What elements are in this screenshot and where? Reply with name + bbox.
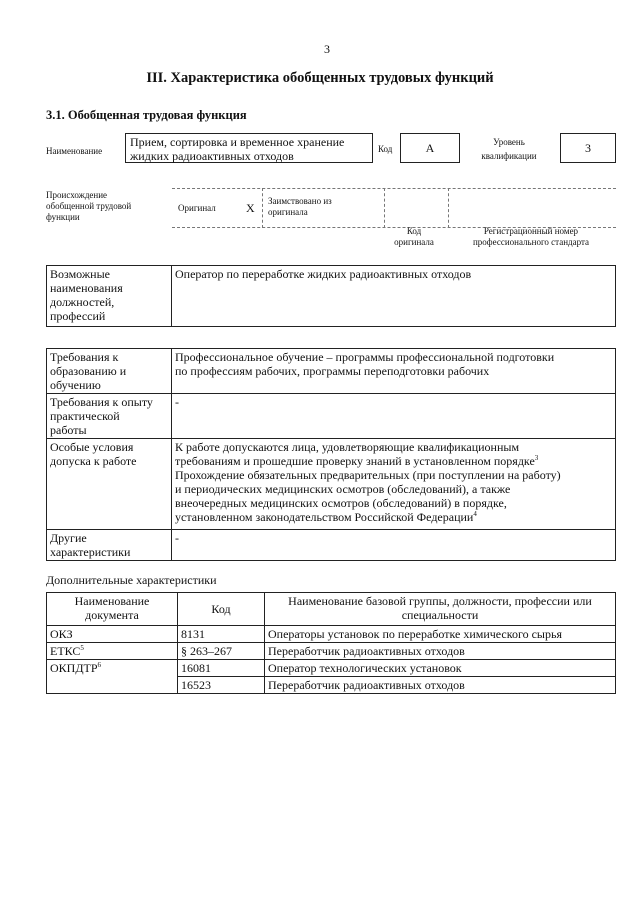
name-cell: Переработчик радиоактивных отходов	[265, 677, 616, 694]
education-value-line: по профессиям рабочих, программы переподготовки рабочих	[175, 364, 490, 378]
level-value: 3	[585, 141, 591, 155]
other-value: -	[172, 530, 616, 561]
level-label-line2: квалификации	[481, 151, 537, 161]
header-document-line: документа	[85, 608, 139, 622]
original-code-caption-line2: оригинала	[394, 237, 434, 247]
experience-label-line: работы	[50, 423, 87, 437]
header-base-group-line: Наименование базовой группы, должности, профессии или	[288, 594, 592, 608]
name-label: Наименование	[46, 146, 103, 156]
origin-label	[46, 190, 131, 223]
positions-label-line: Возможные	[50, 267, 110, 281]
origin-label-line2: обобщенной трудовой	[46, 201, 132, 211]
experience-label-line: практической	[50, 409, 120, 423]
header-base-group-line: специальности	[401, 608, 479, 622]
experience-label	[47, 394, 172, 439]
code-label: Код	[378, 144, 393, 154]
education-label-line: Требования к	[50, 350, 119, 364]
table-row	[47, 439, 616, 530]
origin-label-line3: функции	[46, 212, 80, 222]
code-cell: 8131	[178, 626, 265, 643]
registration-caption-line2: профессионального стандарта	[472, 237, 590, 247]
level-label-line1: Уровень	[493, 137, 525, 147]
original-code-caption-line1: Код	[406, 226, 422, 236]
name-cell: Операторы установок по переработке химического сырья	[265, 626, 616, 643]
header-code: Код	[178, 593, 265, 626]
education-label	[47, 349, 172, 394]
other-label-line: Другие	[50, 531, 87, 545]
header-base-group	[265, 593, 616, 626]
doc-cell: ЕТКС$^5$	[47, 643, 178, 660]
header-document	[47, 593, 178, 626]
footnote-mark: 4	[473, 510, 477, 518]
name-cell: Оператор технологических установок	[265, 660, 616, 677]
borrowed-line1: Заимствовано из	[268, 196, 332, 206]
table-header-row	[47, 593, 616, 626]
other-label	[47, 530, 172, 561]
header-document-line: Наименование	[74, 594, 150, 608]
code-cell: § 263–267	[178, 643, 265, 660]
origin-label-line1: Происхождение	[46, 190, 108, 200]
additional-table	[46, 592, 616, 694]
original-mark: X	[246, 201, 255, 215]
education-value-line: Профессиональное обучение – программы профессиональной подготовки	[175, 350, 555, 364]
footnote-mark: 6	[97, 661, 102, 669]
function-name-line2: жидких радиоактивных отходов	[130, 149, 294, 163]
positions-table	[46, 265, 616, 327]
positions-label-line: наименования	[50, 281, 123, 295]
table-row	[47, 626, 616, 643]
other-label-line: характеристики	[50, 545, 131, 559]
registration-caption	[456, 226, 606, 248]
positions-label	[47, 266, 172, 327]
subsection-title: 3.1. Обобщенная трудовая функция	[46, 108, 247, 122]
table-row	[47, 643, 616, 660]
admission-label-line: допуска к работе	[50, 454, 137, 468]
footnote-mark: 5	[80, 644, 84, 652]
footnote-mark: 3	[534, 454, 539, 462]
code-value-box	[400, 133, 460, 163]
admission-value-line: внеочередных медицинских осмотров (обследований) в порядке,	[175, 496, 507, 510]
registration-caption-line1: Регистрационный номер	[483, 226, 579, 236]
code-cell: 16081	[178, 660, 265, 677]
function-name-line1: Прием, сортировка и временное хранение	[130, 135, 345, 149]
borrowed-line2: оригинала	[268, 207, 308, 217]
education-value	[172, 349, 616, 394]
code-cell: 16523	[178, 677, 265, 694]
education-label-line: образованию и	[50, 364, 127, 378]
code-value: А	[425, 141, 435, 155]
table-row	[47, 530, 616, 561]
experience-value: -	[172, 394, 616, 439]
table-row	[47, 660, 616, 677]
table-row	[47, 266, 616, 327]
admission-label	[47, 439, 172, 530]
additional-title: Дополнительные характеристики	[46, 573, 217, 587]
doc-cell: ОКПДТР$^6$	[47, 660, 178, 694]
admission-value-line: требованиям и прошедшие проверку знаний в установленном порядке$^3$	[175, 454, 539, 468]
requirements-table	[46, 348, 616, 561]
table-row	[47, 394, 616, 439]
section-title: III. Характеристика обобщенных трудовых функций	[146, 70, 494, 86]
admission-value	[172, 439, 616, 530]
level-label	[468, 137, 550, 162]
original-label: Оригинал	[178, 203, 216, 213]
admission-label-line: Особые условия	[50, 440, 134, 454]
education-label-line: обучению	[50, 378, 101, 392]
admission-value-line: и периодических медицинских осмотров (обследований), а также	[175, 482, 511, 496]
doc-cell: ОКЗ	[47, 626, 178, 643]
original-code-caption	[384, 226, 444, 248]
positions-label-line: профессий	[50, 309, 106, 323]
borrowed-label	[268, 196, 332, 218]
name-cell: Переработчик радиоактивных отходов	[265, 643, 616, 660]
page-number: 3	[324, 42, 330, 56]
positions-value: Оператор по переработке жидких радиоактивных отходов	[172, 266, 616, 327]
admission-value-line: К работе допускаются лица, удовлетворяющие квалификационным	[175, 440, 520, 454]
admission-value-line: установленном законодательством Российской Федерации$^4$	[175, 510, 477, 524]
table-row	[47, 349, 616, 394]
experience-label-line: Требования к опыту	[50, 395, 153, 409]
admission-value-line: Прохождение обязательных предварительных (при поступлении на работу)	[175, 468, 561, 482]
function-name-box	[125, 133, 373, 163]
level-value-box	[560, 133, 616, 163]
positions-label-line: должностей,	[50, 295, 115, 309]
